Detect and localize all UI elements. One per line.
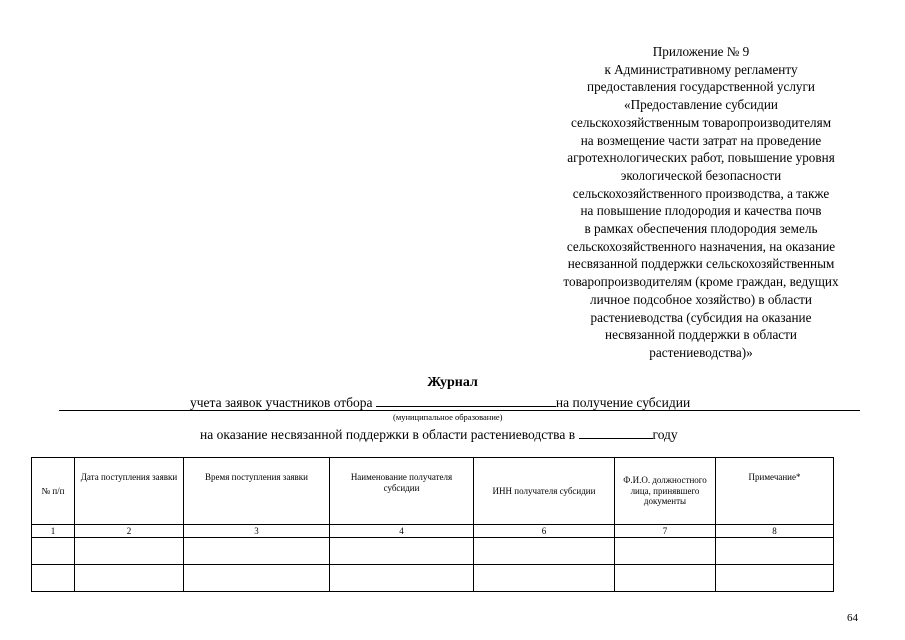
appendix-line: несвязанной поддержки в области <box>605 327 797 343</box>
year-blank-field[interactable] <box>579 425 653 439</box>
table-row <box>32 565 834 592</box>
table-cell[interactable] <box>716 538 834 565</box>
table-cell[interactable] <box>32 565 75 592</box>
table-cell[interactable] <box>615 538 716 565</box>
appendix-header <box>538 43 864 362</box>
page-number: 64 <box>847 612 858 624</box>
appendix-line: агротехнологических работ, повышение уровня <box>567 150 835 166</box>
column-header: Время поступления заявки <box>184 458 330 525</box>
subtitle-text: учета заявок участников отбора <box>190 395 376 410</box>
appendix-line: предоставления государственной услуги <box>587 79 815 95</box>
subtitle-text: на получение субсидии <box>555 395 691 410</box>
table-cell[interactable] <box>474 538 615 565</box>
column-header: № п/п <box>32 458 75 525</box>
table-row <box>32 538 834 565</box>
appendix-line: «Предоставление субсидии <box>624 97 778 113</box>
column-number: 7 <box>615 525 716 538</box>
appendix-line: сельскохозяйственным товаропроизводителям <box>570 114 832 130</box>
table-cell[interactable] <box>330 565 474 592</box>
table-cell[interactable] <box>32 538 75 565</box>
journal-table <box>31 457 834 592</box>
appendix-line: несвязанной поддержки сельскохозяйственным <box>567 256 835 272</box>
column-header: Наименование получателя субсидии <box>330 458 474 525</box>
journal-subtitle-line1 <box>190 393 690 411</box>
appendix-line: к Административному регламенту <box>604 61 798 77</box>
column-number: 8 <box>716 525 834 538</box>
column-number: 6 <box>474 525 615 538</box>
table-cell[interactable] <box>184 565 330 592</box>
column-header: Ф.И.О. должностного лица, принявшего документы <box>615 458 716 525</box>
journal-subtitle-line2 <box>200 425 678 443</box>
appendix-line: на возмещение части затрат на проведение <box>580 132 822 148</box>
appendix-line: растениеводства (субсидия на оказание <box>590 309 812 325</box>
column-header: ИНН получателя субсидии <box>474 458 615 525</box>
appendix-line: сельскохозяйственного назначения, на оказание <box>566 238 836 254</box>
appendix-line: растениеводства)» <box>649 344 753 360</box>
appendix-line: личное подсобное хозяйство) в области <box>590 291 812 307</box>
appendix-line: сельскохозяйственного производства, а также <box>572 185 830 201</box>
table-cell[interactable] <box>474 565 615 592</box>
appendix-line: экологической безопасности <box>620 167 782 183</box>
column-number: 4 <box>330 525 474 538</box>
column-header: Примечание* <box>716 458 834 525</box>
divider-line <box>59 410 860 411</box>
table-cell[interactable] <box>330 538 474 565</box>
table-cell[interactable] <box>716 565 834 592</box>
column-number-row <box>32 525 834 538</box>
appendix-line: на повышение плодородия и качества почв <box>580 203 822 219</box>
subtitle-text: году <box>652 427 678 442</box>
table-header-row <box>32 458 834 525</box>
appendix-line: в рамках обеспечения плодородия земель <box>584 221 818 237</box>
appendix-line-title: Приложение № 9 <box>652 44 750 59</box>
appendix-line: товаропроизводителям (кроме граждан, ведущих <box>563 274 839 290</box>
municipality-blank-field[interactable] <box>376 393 556 407</box>
table-cell[interactable] <box>75 565 184 592</box>
table-cell[interactable] <box>615 565 716 592</box>
subtitle-text: на оказание несвязанной поддержки в области растениеводства в <box>200 427 579 442</box>
table-cell[interactable] <box>184 538 330 565</box>
column-number: 3 <box>184 525 330 538</box>
table-cell[interactable] <box>75 538 184 565</box>
municipality-hint: (муниципальное образование) <box>393 412 503 422</box>
journal-title: Журнал <box>427 375 478 390</box>
column-number: 1 <box>32 525 75 538</box>
column-number: 2 <box>75 525 184 538</box>
column-header: Дата поступления заявки <box>75 458 184 525</box>
